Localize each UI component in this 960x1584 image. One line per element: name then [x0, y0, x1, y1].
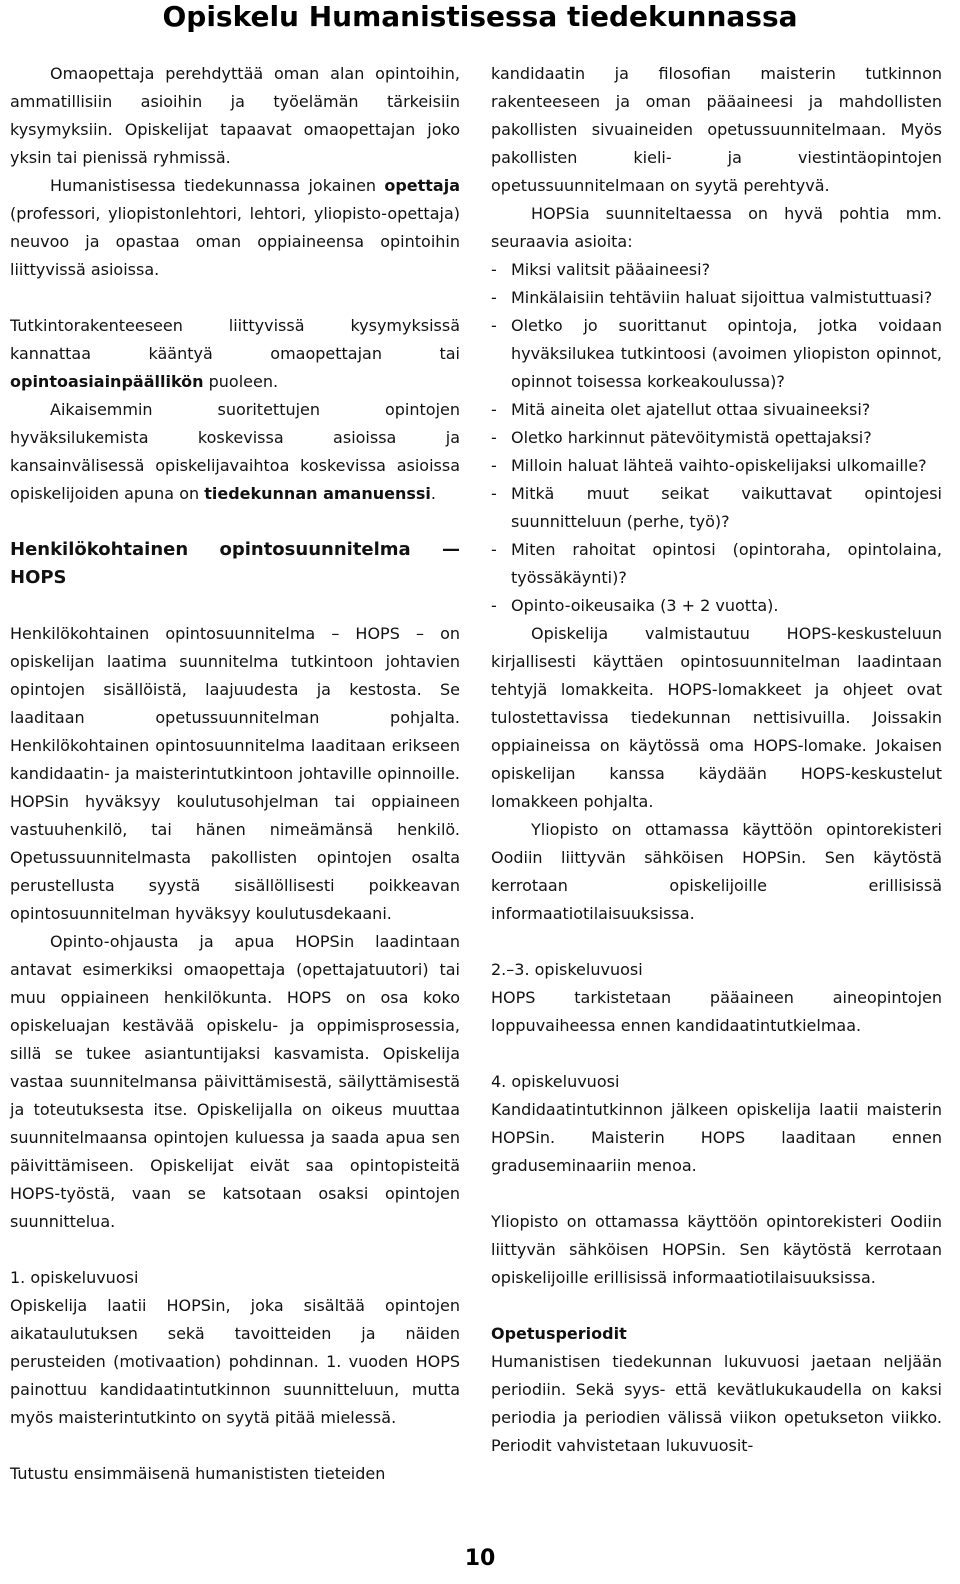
- list-item: - Minkälaisiin tehtäviin haluat sijoittua valmistuttuasi?: [491, 284, 942, 312]
- paragraph-tutustu: Tutustu ensimmäisenä humanististen tieteiden: [10, 1464, 386, 1483]
- right-column: [491, 60, 942, 1460]
- paragraph-year4: Kandidaatintutkinnon jälkeen opiskelija laatii maisterin HOPSin. Maisterin HOPS laaditaan ennen graduseminaariin menoa.: [491, 1100, 942, 1175]
- list-item: - Opinto-oikeusaika (3 + 2 vuotta).: [491, 592, 942, 620]
- bold-term-opintoasiainpaallikko: opintoasiainpäällikön: [10, 372, 204, 391]
- list-item: - Mitä aineita olet ajatellut ottaa sivuaineeksi?: [491, 396, 942, 424]
- question-list: [491, 256, 942, 620]
- text-span: Humanistisessa tiedekunnassa jokainen: [50, 176, 385, 195]
- paragraph-opettaja: [10, 172, 460, 284]
- page-title: Opiskelu Humanistisessa tiedekunnassa: [162, 0, 798, 33]
- paragraph-oodi-1: Yliopisto on ottamassa käyttöön opintorekisteri Oodiin liittyvän sähköisen HOPSin. Sen käytöstä kerrotaan opiskelijoille erillisissä informaatiotilaisuuksissa.: [491, 820, 942, 923]
- paragraph-opetusperiodit: Humanistisen tiedekunnan lukuvuosi jaetaan neljään periodiin. Sekä syys- että kevätlukukaudella on kaksi periodia ja periodien välissä viikon opetukseton viikko. Periodit vahvistetaan lukuvuosit-: [491, 1352, 942, 1455]
- bold-term-amanuenssi: tiedekunnan amanuenssi: [204, 484, 431, 503]
- left-column: [10, 60, 460, 1488]
- list-item: - Oletko jo suorittanut opintoja, jotka voidaan hyväksilukea tutkintoosi (avoimen yliopiston opinnot, opinnot toisessa korkeakoulussa)?: [491, 312, 942, 396]
- subheading-opetusperiodit: Opetusperiodit: [491, 1324, 627, 1343]
- list-item: - Miten rahoitat opintosi (opintoraha, opintolaina, työssäkäynti)?: [491, 536, 942, 592]
- list-item: - Milloin haluat lähteä vaihto-opiskelijaksi ulkomaille?: [491, 452, 942, 480]
- paragraph-continued: kandidaatin ja filosofian maisterin tutkinnon rakenteeseen ja oman pääaineesi ja mahdollisten pakollisten sivuaineiden opetussuunnitelmaan. Myös pakollisten kieli- ja viestintäopintojen opetussuunnitelmaan on syytä perehtyvä.: [491, 64, 942, 195]
- paragraph-year1: Opiskelija laatii HOPSin, joka sisältää opintojen aikataulutuksen sekä tavoitteiden ja näiden perusteiden (motivaation) pohdinnan. 1. vuoden HOPS painottuu kandidaatintutkinnon suunnitteluun, mutta myös maisterintutkinto on syytä pitää mielessä.: [10, 1296, 460, 1427]
- text-span: Aikaisemmin suoritettujen opintojen hyväksilukemista koskevissa asioissa ja kansainvälisessä opiskelijavaihtoa koskevissa asioissa opiskelijoiden apuna on: [10, 400, 460, 503]
- paragraph-opinto-ohjaus: Opinto-ohjausta ja apua HOPSin laadintaan antavat esimerkiksi omaopettaja (opettajatuutori) tai muu oppiaineen henkilökunta. HOPS on osa koko opiskeluajan kestävää opiskelu- ja oppimisprosessia, sillä se tukee asiantuntijaksi kasvamista. Opiskelija vastaa suunnitelmansa päivittämisestä, säilyttämisestä ja toteutuksesta itse. Opiskelijalla on oikeus muuttaa suunnitelmaansa opintojen kuluessa ja saada apua sen päivittämiseen. Opiskelijat eivät saa opintopisteitä HOPS-työstä, vaan se katsotaan osaksi opintojen suunnittelua.: [10, 932, 460, 1231]
- page-number: 10: [464, 1546, 496, 1571]
- paragraph-hops-definition: Henkilökohtainen opintosuunnitelma – HOPS – on opiskelijan laatima suunnitelma tutkintoon johtavien opintojen sisällöistä, laajuudesta ja kestosta. Se laaditaan opetussuunnitelman pohjalta. Henkilökohtainen opintosuunnitelma laaditaan erikseen kandidaatin- ja maisterintutkintoon johtaville opinnoille. HOPSin hyväksyy koulutusohjelman tai oppiaineen vastuuhenkilö, tai hänen nimeämänsä henkilö. Opetussuunnitelmasta pakollisten opintojen osalta perustellusta syystä sisällöllisesti poikkeavan opintosuunnitelman hyväksyy koulutusdekaani.: [10, 624, 460, 923]
- paragraph-amanuenssi: [10, 396, 460, 508]
- list-item: - Miksi valitsit pääaineesi?: [491, 256, 942, 284]
- text-span: Tutkintorakenteeseen liittyvissä kysymyksissä kannattaa kääntyä omaopettajan tai: [10, 316, 460, 363]
- list-item: - Mitkä muut seikat vaikuttavat opintojesi suunnitteluun (perhe, työ)?: [491, 480, 942, 536]
- paragraph-oodi-2: Yliopisto on ottamassa käyttöön opintorekisteri Oodiin liittyvän sähköisen HOPSin. Sen käytöstä kerrotaan opiskelijoille erillisissä informaatiotilaisuuksissa.: [491, 1212, 942, 1287]
- subheading-year4: 4. opiskeluvuosi: [491, 1072, 620, 1091]
- section-heading-hops: Henkilökohtainen opintosuunnitelma — HOPS: [10, 539, 460, 588]
- text-span: puoleen.: [203, 372, 279, 391]
- subheading-year1: 1. opiskeluvuosi: [10, 1268, 139, 1287]
- paragraph-tutkintorakenne: [10, 312, 460, 396]
- paragraph-hops-keskustelu: Opiskelija valmistautuu HOPS-keskusteluun kirjallisesti käyttäen opintosuunnitelman laadintaan tehtyjä lomakkeita. HOPS-lomakkeet ja ohjeet ovat tulostettavissa tiedekunnan nettisivuilla. Joissakin oppiaineissa on käytössä oma HOPS-lomake. Jokaisen opiskelijan kanssa käydään HOPS-keskustelut lomakkeen pohjalta.: [491, 624, 942, 811]
- subheading-year23: 2.–3. opiskeluvuosi: [491, 960, 643, 979]
- bold-term-opettaja: opettaja: [384, 176, 460, 195]
- paragraph-hops-pohdinta: HOPSia suunniteltaessa on hyvä pohtia mm. seuraavia asioita:: [491, 204, 942, 251]
- paragraph-year23: HOPS tarkistetaan pääaineen aineopintojen loppuvaiheessa ennen kandidaatintutkielmaa.: [491, 988, 942, 1035]
- text-span: (professori, yliopistonlehtori, lehtori, yliopisto-opettaja) neuvoo ja opastaa oman oppiaineensa opintoihin liittyvissä asioissa.: [10, 204, 460, 279]
- text-span: .: [430, 484, 436, 503]
- list-item: - Oletko harkinnut pätevöitymistä opettajaksi?: [491, 424, 942, 452]
- paragraph-omaopettaja: Omaopettaja perehdyttää oman alan opintoihin, ammatillisiin asioihin ja työelämän tärkeisiin kysymyksiin. Opiskelijat tapaavat omaopettajan joko yksin tai pienissä ryhmissä.: [10, 64, 460, 167]
